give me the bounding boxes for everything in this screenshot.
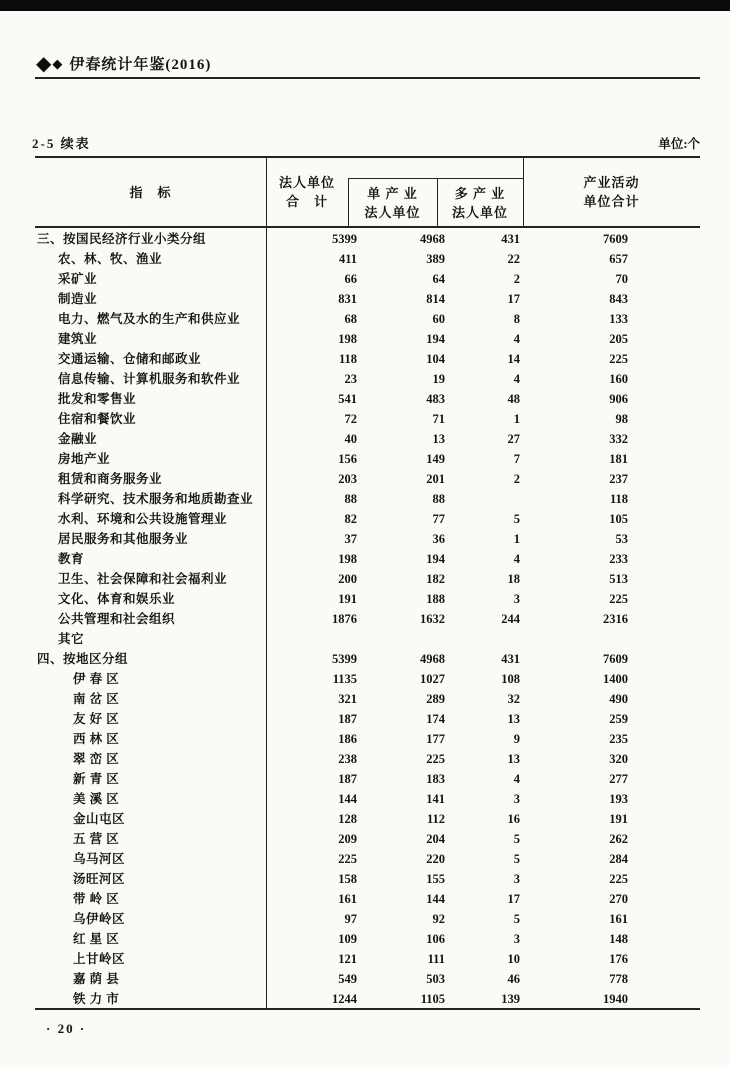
- cell-activity-units-total: 7609: [603, 652, 628, 666]
- cell-activity-units-total: 105: [609, 512, 628, 526]
- row-label: 制造业: [58, 292, 98, 306]
- table-row: [35, 229, 700, 249]
- cell-multi-industry-legal-units: 14: [507, 352, 520, 366]
- cell-multi-industry-legal-units: 16: [507, 812, 520, 826]
- table-row: [35, 689, 700, 709]
- row-label: 金融业: [58, 432, 98, 446]
- cell-multi-industry-legal-units: 3: [513, 792, 520, 806]
- column-header-activity-units-total: [523, 173, 700, 211]
- table-top-rule: [35, 156, 700, 158]
- cell-multi-industry-legal-units: 431: [501, 232, 520, 246]
- row-label: 四、按地区分组: [37, 652, 129, 666]
- row-label: 采矿业: [58, 272, 98, 286]
- cell-single-industry-legal-units: 289: [426, 692, 445, 706]
- column-header-line: 产业活动: [583, 175, 640, 190]
- row-label: 乌马河区: [73, 852, 126, 866]
- row-label: 卫生、社会保障和社会福利业: [58, 572, 228, 586]
- page-number: · 20 ·: [46, 1021, 87, 1036]
- table-row: [35, 449, 700, 469]
- cell-legal-units-total: 1876: [332, 612, 357, 626]
- cell-activity-units-total: 332: [609, 432, 628, 446]
- cell-multi-industry-legal-units: 9: [513, 732, 520, 746]
- cell-single-industry-legal-units: 71: [432, 412, 445, 426]
- row-label: 伊 春 区: [73, 672, 120, 686]
- cell-multi-industry-legal-units: 17: [507, 892, 520, 906]
- table-row: [35, 969, 700, 989]
- cell-multi-industry-legal-units: 8: [513, 312, 520, 326]
- cell-activity-units-total: 225: [609, 592, 628, 606]
- cell-single-industry-legal-units: 389: [426, 252, 445, 266]
- cell-single-industry-legal-units: 483: [426, 392, 445, 406]
- cell-legal-units-total: 109: [338, 932, 357, 946]
- column-header-legal-units-total: [266, 173, 348, 211]
- cell-single-industry-legal-units: 225: [426, 752, 445, 766]
- table-row: [35, 949, 700, 969]
- cell-single-industry-legal-units: 155: [426, 872, 445, 886]
- cell-activity-units-total: 53: [615, 532, 628, 546]
- cell-single-industry-legal-units: 19: [432, 372, 445, 386]
- table-row: [35, 849, 700, 869]
- cell-single-industry-legal-units: 92: [432, 912, 445, 926]
- cell-legal-units-total: 186: [338, 732, 357, 746]
- cell-legal-units-total: 187: [338, 712, 357, 726]
- cell-legal-units-total: 191: [338, 592, 357, 606]
- cell-multi-industry-legal-units: 5: [513, 832, 520, 846]
- cell-single-industry-legal-units: 144: [426, 892, 445, 906]
- cell-single-industry-legal-units: 64: [432, 272, 445, 286]
- row-label: 信息传输、计算机服务和软件业: [58, 372, 241, 386]
- cell-single-industry-legal-units: 77: [432, 512, 445, 526]
- cell-activity-units-total: 320: [609, 752, 628, 766]
- cell-single-industry-legal-units: 1105: [420, 992, 445, 1006]
- cell-legal-units-total: 187: [338, 772, 357, 786]
- diamond-icon: ◆: [36, 52, 52, 75]
- table-row: [35, 409, 700, 429]
- cell-legal-units-total: 40: [344, 432, 357, 446]
- cell-single-industry-legal-units: 13: [432, 432, 445, 446]
- table-row: [35, 509, 700, 529]
- cell-legal-units-total: 225: [338, 852, 357, 866]
- cell-multi-industry-legal-units: 2: [513, 272, 520, 286]
- cell-single-industry-legal-units: 204: [426, 832, 445, 846]
- table-row: [35, 829, 700, 849]
- cell-legal-units-total: 82: [344, 512, 357, 526]
- table-row: [35, 489, 700, 509]
- cell-multi-industry-legal-units: 3: [513, 592, 520, 606]
- book-header: [36, 53, 211, 74]
- table-row: [35, 269, 700, 289]
- cell-multi-industry-legal-units: 18: [507, 572, 520, 586]
- table-row: [35, 589, 700, 609]
- row-label: 新 青 区: [73, 772, 120, 786]
- cell-activity-units-total: 235: [609, 732, 628, 746]
- cell-single-industry-legal-units: 177: [426, 732, 445, 746]
- cell-activity-units-total: 778: [609, 972, 628, 986]
- cell-single-industry-legal-units: 194: [426, 332, 445, 346]
- cell-legal-units-total: 88: [344, 492, 357, 506]
- cell-legal-units-total: 203: [338, 472, 357, 486]
- cell-activity-units-total: 98: [615, 412, 628, 426]
- row-label: 西 林 区: [73, 732, 120, 746]
- cell-multi-industry-legal-units: 4: [513, 332, 520, 346]
- row-label: 公共管理和社会组织: [58, 612, 176, 626]
- row-label: 乌伊岭区: [73, 912, 126, 926]
- top-black-bar: [0, 0, 730, 11]
- table-row: [35, 749, 700, 769]
- cell-multi-industry-legal-units: 431: [501, 652, 520, 666]
- table-row: [35, 669, 700, 689]
- row-label: 批发和零售业: [58, 392, 137, 406]
- cell-activity-units-total: 148: [609, 932, 628, 946]
- table-row: [35, 809, 700, 829]
- cell-legal-units-total: 238: [338, 752, 357, 766]
- header-rule: [35, 77, 700, 79]
- table-row: [35, 929, 700, 949]
- cell-legal-units-total: 198: [338, 552, 357, 566]
- cell-multi-industry-legal-units: 3: [513, 872, 520, 886]
- cell-activity-units-total: 270: [609, 892, 628, 906]
- cell-multi-industry-legal-units: 139: [501, 992, 520, 1006]
- cell-activity-units-total: 225: [609, 872, 628, 886]
- column-header-line: 单 产 业: [367, 186, 418, 201]
- row-label: 五 营 区: [73, 832, 120, 846]
- cell-legal-units-total: 72: [344, 412, 357, 426]
- column-header-indicator: 指 标: [129, 185, 172, 200]
- cell-legal-units-total: 158: [338, 872, 357, 886]
- table-row: [35, 729, 700, 749]
- table-row: [35, 289, 700, 309]
- row-label: 电力、燃气及水的生产和供应业: [58, 312, 241, 326]
- cell-multi-industry-legal-units: 32: [507, 692, 520, 706]
- cell-legal-units-total: 118: [338, 352, 357, 366]
- table-row: [35, 389, 700, 409]
- cell-legal-units-total: 321: [338, 692, 357, 706]
- cell-activity-units-total: 906: [609, 392, 628, 406]
- cell-single-industry-legal-units: 111: [427, 952, 445, 966]
- column-header-multi-industry: [437, 184, 523, 222]
- cell-legal-units-total: 1135: [332, 672, 357, 686]
- cell-multi-industry-legal-units: 46: [507, 972, 520, 986]
- row-label: 带 岭 区: [73, 892, 120, 906]
- table-row: [35, 769, 700, 789]
- cell-activity-units-total: 193: [609, 792, 628, 806]
- cell-activity-units-total: 118: [609, 492, 628, 506]
- table-row: [35, 429, 700, 449]
- cell-legal-units-total: 121: [338, 952, 357, 966]
- table-row: [35, 549, 700, 569]
- table-row: [35, 909, 700, 929]
- cell-legal-units-total: 66: [344, 272, 357, 286]
- cell-single-industry-legal-units: 36: [432, 532, 445, 546]
- cell-legal-units-total: 128: [338, 812, 357, 826]
- cell-multi-industry-legal-units: 108: [501, 672, 520, 686]
- subcolumn-box-top: [348, 178, 524, 179]
- cell-single-industry-legal-units: 149: [426, 452, 445, 466]
- cell-legal-units-total: 831: [338, 292, 357, 306]
- row-label: 三、按国民经济行业小类分组: [37, 232, 207, 246]
- cell-multi-industry-legal-units: 3: [513, 932, 520, 946]
- diamond-icon: ◆: [52, 55, 63, 71]
- cell-multi-industry-legal-units: 17: [507, 292, 520, 306]
- cell-activity-units-total: 181: [609, 452, 628, 466]
- cell-single-industry-legal-units: 4968: [420, 232, 445, 246]
- table-row: [35, 869, 700, 889]
- column-header-line: 法人单位: [278, 175, 335, 190]
- cell-legal-units-total: 5399: [332, 652, 357, 666]
- cell-activity-units-total: 284: [609, 852, 628, 866]
- table-row: [35, 889, 700, 909]
- book-title: 伊春统计年鉴(2016): [69, 57, 212, 73]
- cell-legal-units-total: 97: [344, 912, 357, 926]
- cell-multi-industry-legal-units: 13: [507, 712, 520, 726]
- cell-single-industry-legal-units: 104: [426, 352, 445, 366]
- cell-multi-industry-legal-units: 7: [513, 452, 520, 466]
- cell-single-industry-legal-units: 141: [426, 792, 445, 806]
- cell-multi-industry-legal-units: 4: [513, 772, 520, 786]
- cell-multi-industry-legal-units: 48: [507, 392, 520, 406]
- cell-activity-units-total: 490: [609, 692, 628, 706]
- cell-single-industry-legal-units: 106: [426, 932, 445, 946]
- cell-multi-industry-legal-units: 5: [513, 852, 520, 866]
- row-label: 住宿和餐饮业: [58, 412, 137, 426]
- cell-multi-industry-legal-units: 1: [513, 412, 520, 426]
- cell-activity-units-total: 191: [609, 812, 628, 826]
- cell-activity-units-total: 233: [609, 552, 628, 566]
- row-label: 农、林、牧、渔业: [58, 252, 163, 266]
- cell-multi-industry-legal-units: 1: [513, 532, 520, 546]
- cell-legal-units-total: 156: [338, 452, 357, 466]
- cell-legal-units-total: 5399: [332, 232, 357, 246]
- column-header-line: 法人单位: [451, 205, 508, 220]
- cell-legal-units-total: 37: [344, 532, 357, 546]
- cell-legal-units-total: 23: [344, 372, 357, 386]
- cell-activity-units-total: 160: [609, 372, 628, 386]
- cell-single-industry-legal-units: 60: [432, 312, 445, 326]
- column-header-line: 单位合计: [583, 194, 640, 209]
- cell-legal-units-total: 209: [338, 832, 357, 846]
- table-row: [35, 989, 700, 1009]
- row-label: 南 岔 区: [73, 692, 120, 706]
- row-label: 铁 力 市: [73, 992, 120, 1006]
- table-row: [35, 249, 700, 269]
- cell-activity-units-total: 7609: [603, 232, 628, 246]
- table-row: [35, 569, 700, 589]
- cell-single-industry-legal-units: 1027: [420, 672, 445, 686]
- cell-single-industry-legal-units: 814: [426, 292, 445, 306]
- row-label: 居民服务和其他服务业: [58, 532, 189, 546]
- row-label: 科学研究、技术服务和地质勘查业: [58, 492, 254, 506]
- row-label: 红 星 区: [73, 932, 120, 946]
- table-row: [35, 709, 700, 729]
- row-label: 友 好 区: [73, 712, 120, 726]
- cell-single-industry-legal-units: 220: [426, 852, 445, 866]
- table-header-bottom-rule: [35, 226, 700, 228]
- table-row: [35, 629, 700, 649]
- cell-activity-units-total: 277: [609, 772, 628, 786]
- cell-activity-units-total: 205: [609, 332, 628, 346]
- column-header-line: 法人单位: [364, 205, 421, 220]
- cell-single-industry-legal-units: 1632: [420, 612, 445, 626]
- cell-activity-units-total: 2316: [603, 612, 628, 626]
- cell-multi-industry-legal-units: 4: [513, 372, 520, 386]
- cell-single-industry-legal-units: 174: [426, 712, 445, 726]
- cell-activity-units-total: 225: [609, 352, 628, 366]
- row-label: 其它: [58, 632, 85, 646]
- cell-multi-industry-legal-units: 22: [507, 252, 520, 266]
- cell-single-industry-legal-units: 194: [426, 552, 445, 566]
- row-label: 租赁和商务服务业: [58, 472, 163, 486]
- table-row: [35, 529, 700, 549]
- row-label: 教育: [58, 552, 85, 566]
- cell-single-industry-legal-units: 88: [432, 492, 445, 506]
- cell-multi-industry-legal-units: 5: [513, 512, 520, 526]
- cell-multi-industry-legal-units: 27: [507, 432, 520, 446]
- row-label: 文化、体育和娱乐业: [58, 592, 176, 606]
- cell-single-industry-legal-units: 503: [426, 972, 445, 986]
- cell-activity-units-total: 70: [615, 272, 628, 286]
- cell-multi-industry-legal-units: 10: [507, 952, 520, 966]
- cell-multi-industry-legal-units: 2: [513, 472, 520, 486]
- table-row: [35, 369, 700, 389]
- unit-label: 单位:个: [658, 137, 700, 151]
- cell-activity-units-total: 237: [609, 472, 628, 486]
- table-row: [35, 469, 700, 489]
- row-label: 嘉 荫 县: [73, 972, 120, 986]
- cell-single-industry-legal-units: 188: [426, 592, 445, 606]
- table-row: [35, 329, 700, 349]
- row-label: 金山屯区: [73, 812, 126, 826]
- column-header-line: 合 计: [285, 194, 328, 209]
- cell-multi-industry-legal-units: 5: [513, 912, 520, 926]
- cell-legal-units-total: 549: [338, 972, 357, 986]
- cell-legal-units-total: 198: [338, 332, 357, 346]
- row-label: 水利、环境和公共设施管理业: [58, 512, 228, 526]
- cell-legal-units-total: 161: [338, 892, 357, 906]
- table-continuation-label: 2-5 续表: [32, 136, 91, 151]
- cell-activity-units-total: 262: [609, 832, 628, 846]
- cell-legal-units-total: 1244: [332, 992, 357, 1006]
- cell-activity-units-total: 1400: [603, 672, 628, 686]
- column-header-single-industry: [348, 184, 437, 222]
- cell-multi-industry-legal-units: 4: [513, 552, 520, 566]
- cell-activity-units-total: 843: [609, 292, 628, 306]
- cell-legal-units-total: 200: [338, 572, 357, 586]
- cell-single-industry-legal-units: 4968: [420, 652, 445, 666]
- table-row: [35, 789, 700, 809]
- column-header-line: 多 产 业: [454, 186, 506, 201]
- cell-multi-industry-legal-units: 244: [501, 612, 520, 626]
- row-label: 房地产业: [58, 452, 111, 466]
- row-label: 翠 峦 区: [73, 752, 120, 766]
- cell-single-industry-legal-units: 182: [426, 572, 445, 586]
- cell-activity-units-total: 161: [609, 912, 628, 926]
- cell-legal-units-total: 541: [338, 392, 357, 406]
- cell-legal-units-total: 411: [338, 252, 357, 266]
- cell-activity-units-total: 657: [609, 252, 628, 266]
- row-label: 上甘岭区: [73, 952, 126, 966]
- row-label: 建筑业: [58, 332, 98, 346]
- row-label: 美 溪 区: [73, 792, 120, 806]
- table-row: [35, 609, 700, 629]
- table-row: [35, 309, 700, 329]
- row-label: 交通运输、仓储和邮政业: [58, 352, 202, 366]
- table-row: [35, 649, 700, 669]
- cell-single-industry-legal-units: 201: [426, 472, 445, 486]
- table-row: [35, 349, 700, 369]
- cell-single-industry-legal-units: 112: [426, 812, 445, 826]
- cell-activity-units-total: 176: [609, 952, 628, 966]
- cell-legal-units-total: 144: [338, 792, 357, 806]
- cell-activity-units-total: 513: [609, 572, 628, 586]
- cell-activity-units-total: 133: [609, 312, 628, 326]
- cell-multi-industry-legal-units: 13: [507, 752, 520, 766]
- row-label: 汤旺河区: [73, 872, 126, 886]
- cell-single-industry-legal-units: 183: [426, 772, 445, 786]
- cell-activity-units-total: 259: [609, 712, 628, 726]
- cell-legal-units-total: 68: [344, 312, 357, 326]
- cell-activity-units-total: 1940: [603, 992, 628, 1006]
- table-body: [35, 229, 700, 1009]
